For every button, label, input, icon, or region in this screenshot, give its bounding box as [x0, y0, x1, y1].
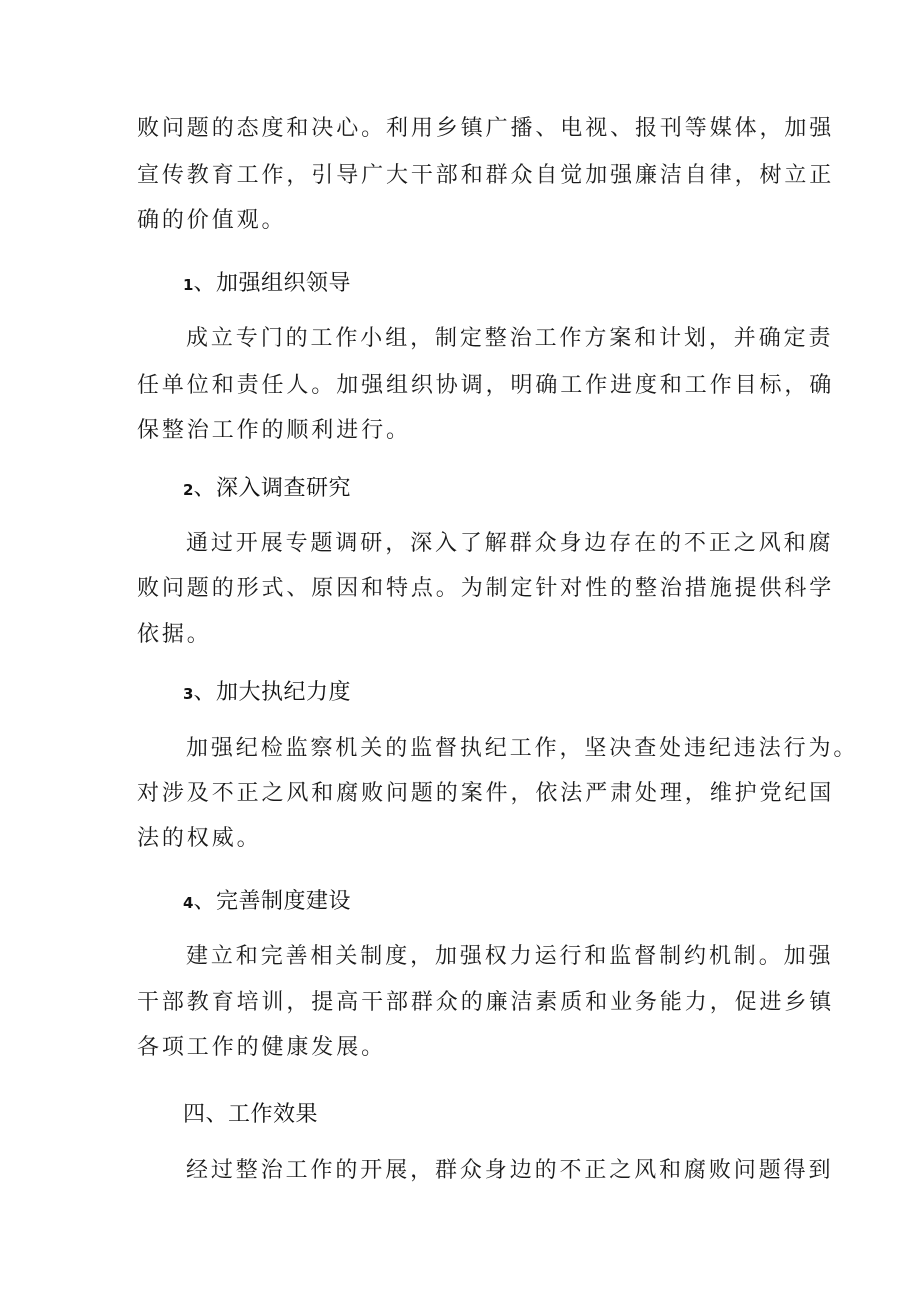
heading-title: 加大执纪力度 [215, 680, 351, 705]
paragraph-line: 成立专门的工作小组，制定整治工作方案和计划，并确定责 [186, 326, 834, 351]
paragraph-line: 败问题的形式、原因和特点。为制定针对性的整治措施提供科学 [137, 576, 835, 601]
heading-title: 工作效果 [228, 1102, 319, 1127]
paragraph-line: 法的权威。 [137, 826, 262, 851]
paragraph-line: 宣传教育工作，引导广大干部和群众自觉加强廉洁自律，树立正 [137, 163, 835, 188]
section-heading-4 [183, 887, 351, 918]
paragraph-line: 经过整治工作的开展，群众身边的不正之风和腐败问题得到 [186, 1158, 834, 1183]
paragraph-line: 通过开展专题调研，深入了解群众身边存在的不正之风和腐 [186, 531, 834, 556]
paragraph-line: 建立和完善相关制度，加强权力运行和监督制约机制。加强 [186, 944, 834, 969]
paragraph-line: 保整治工作的顺利进行。 [137, 418, 411, 443]
paragraph-line: 加强纪检监察机关的监督执纪工作，坚决查处违纪违法行为。 [186, 736, 859, 761]
section-heading-2 [183, 474, 351, 505]
paragraph-line: 依据。 [137, 622, 212, 647]
heading-number: 四 [183, 1102, 206, 1127]
paragraph-line: 败问题的态度和决心。利用乡镇广播、电视、报刊等媒体，加强 [137, 116, 835, 141]
heading-number: 1 [183, 276, 194, 294]
heading-separator: 、 [193, 889, 216, 914]
paragraph-line: 各项工作的健康发展。 [137, 1035, 387, 1060]
heading-title: 深入调查研究 [215, 476, 351, 501]
heading-separator: 、 [193, 680, 216, 705]
heading-title: 完善制度建设 [215, 889, 351, 914]
heading-title: 加强组织领导 [215, 271, 351, 296]
paragraph-line: 对涉及不正之风和腐败问题的案件，依法严肃处理，维护党纪国 [137, 781, 835, 806]
heading-separator: 、 [193, 271, 216, 296]
heading-number: 4 [183, 894, 194, 912]
section-heading-results [183, 1100, 318, 1130]
heading-separator: 、 [205, 1102, 229, 1127]
paragraph-line: 干部教育培训，提高干部群众的廉洁素质和业务能力，促进乡镇 [137, 990, 835, 1015]
section-heading-1 [183, 269, 351, 300]
heading-separator: 、 [193, 476, 216, 501]
paragraph-line: 任单位和责任人。加强组织协调，明确工作进度和工作目标，确 [137, 373, 835, 398]
paragraph-line: 确的价值观。 [137, 208, 287, 233]
heading-number: 3 [183, 685, 194, 703]
heading-number: 2 [183, 481, 194, 499]
section-heading-3 [183, 678, 351, 709]
